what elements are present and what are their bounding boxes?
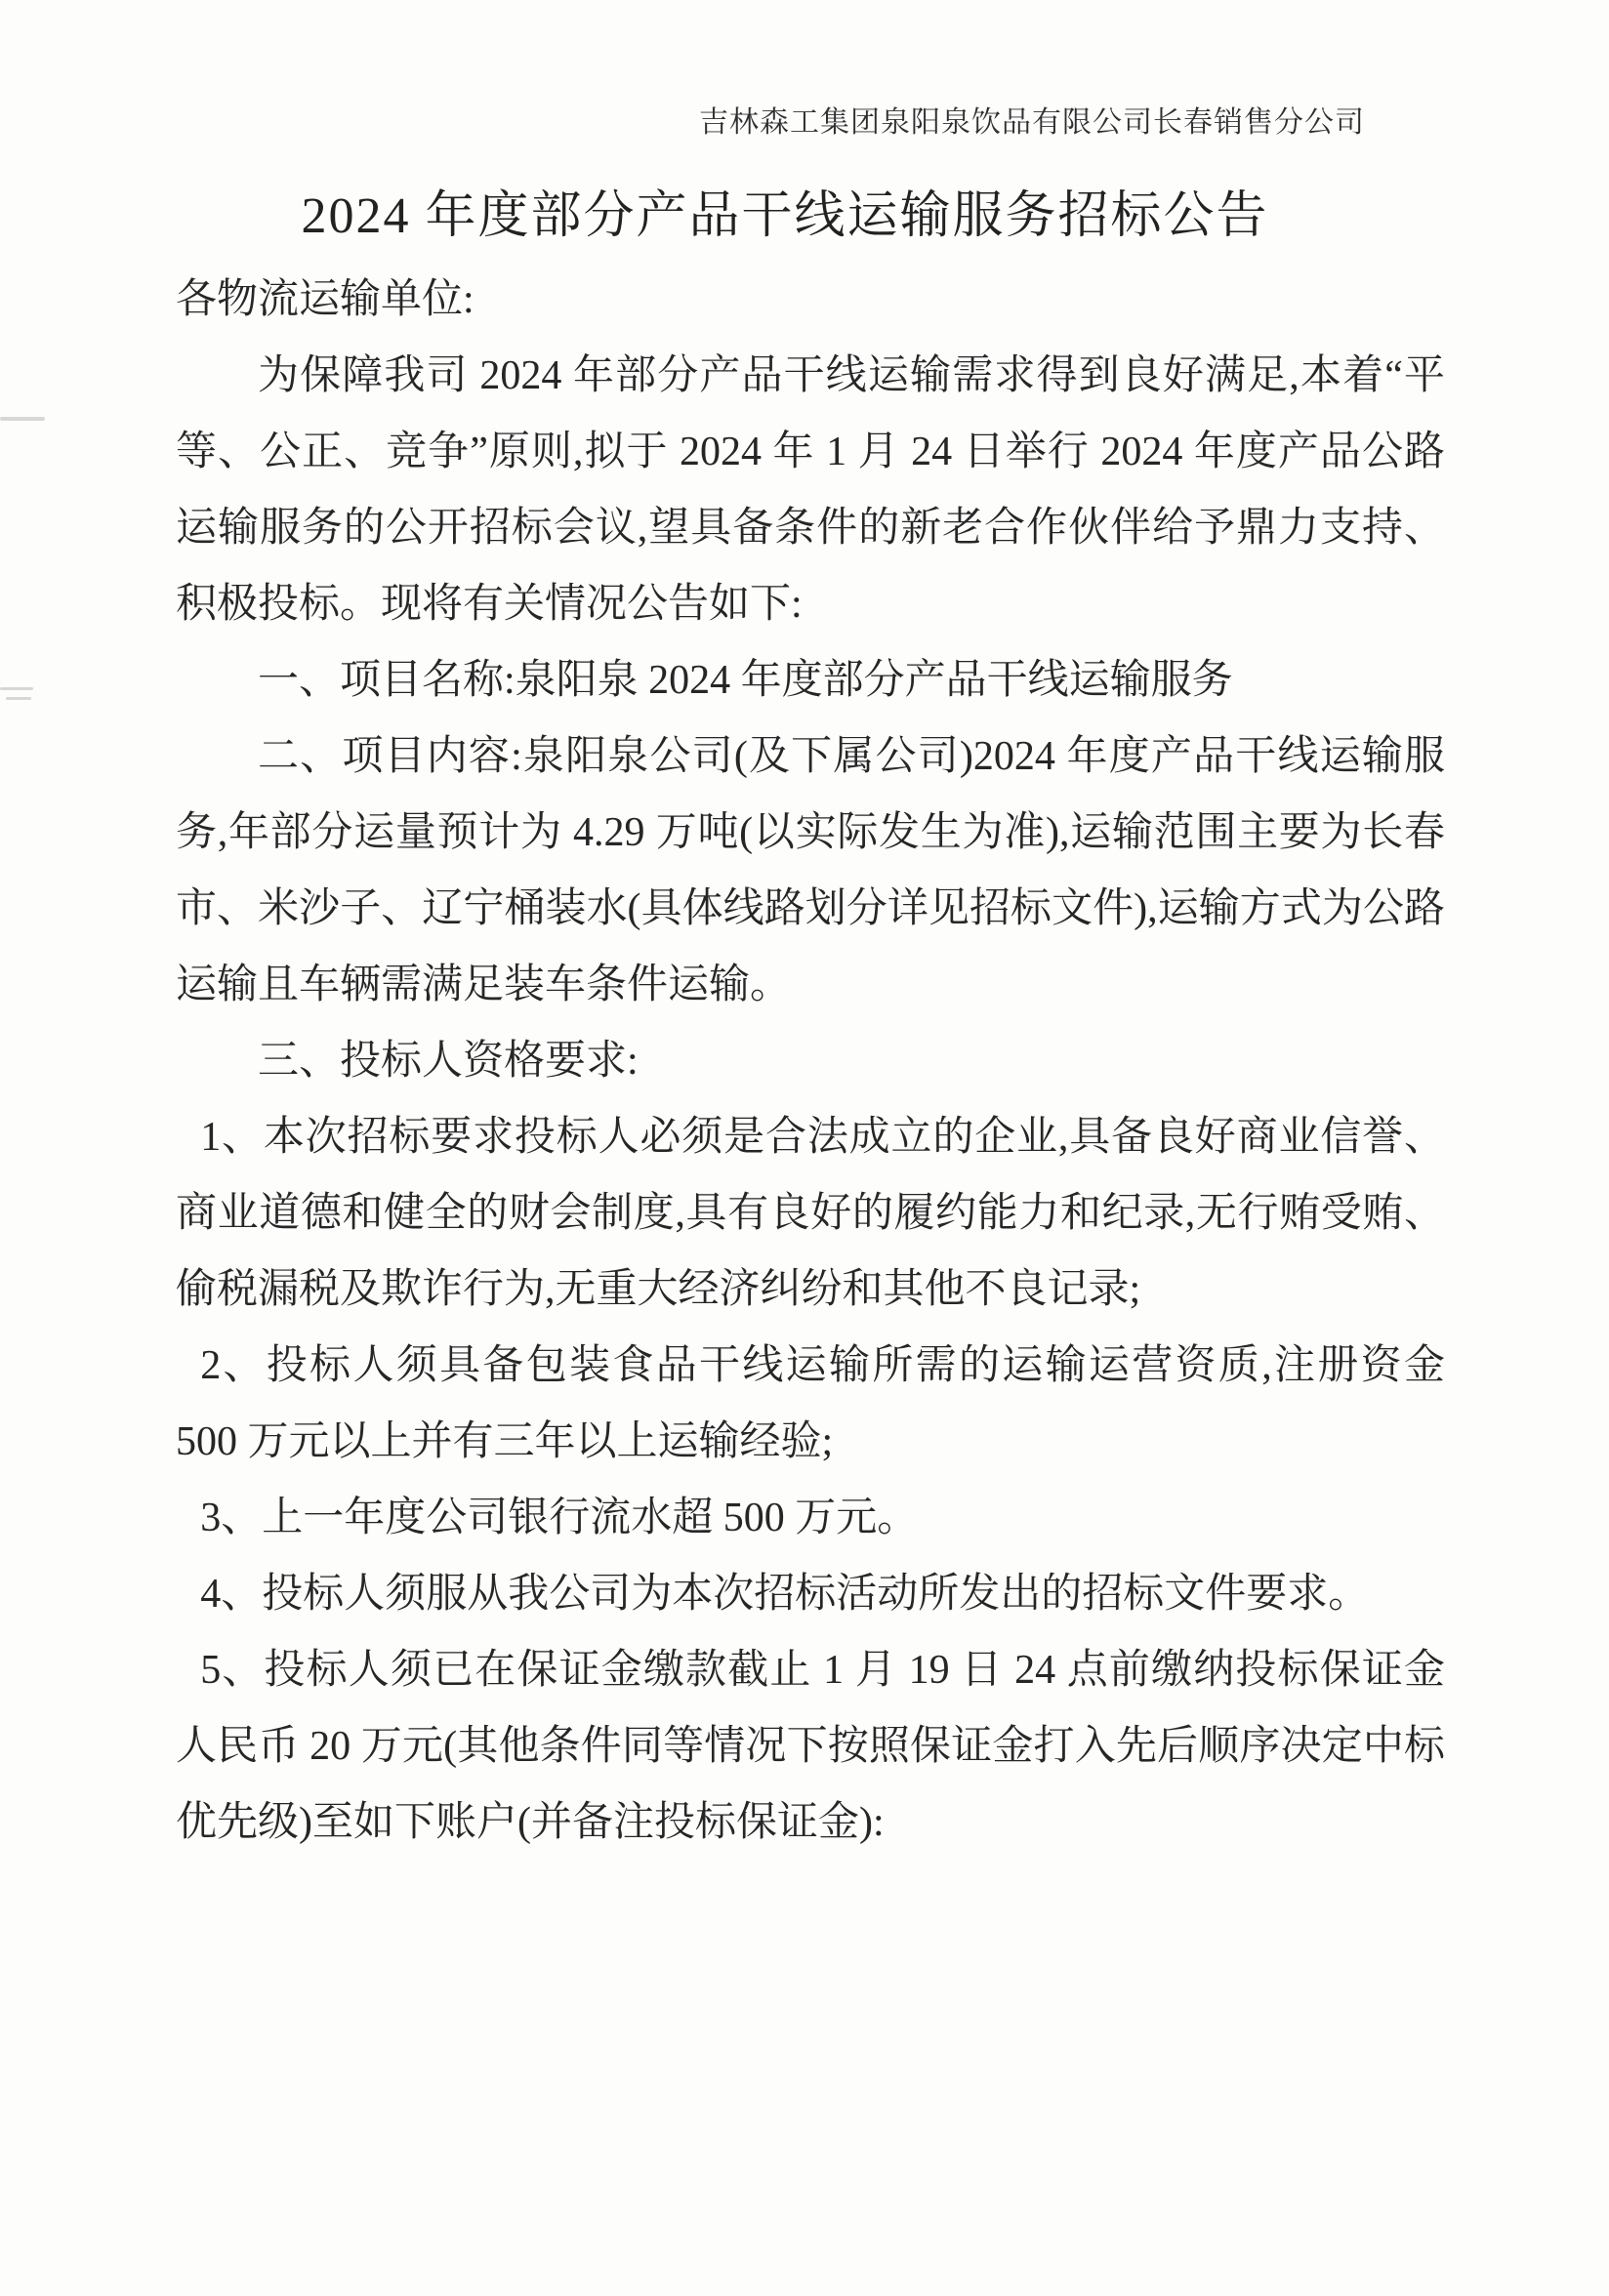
document-body <box>176 262 1445 1861</box>
intro-paragraph: 为保障我司 2024 年部分产品干线运输需求得到良好满足,本着“平等、公正、竞争”原则,拟于 2024 年 1 月 24 日举行 2024 年度产品公路运输服务的公开招标会议,望具备条件的新老合作伙伴给予鼎力支持、积极投标。现将有关情况公告如下: <box>176 353 1445 627</box>
document-title: 2024 年度部分产品干线运输服务招标公告 <box>301 188 1269 244</box>
section-project-content: 二、项目内容:泉阳泉公司(及下属公司)2024 年度产品干线运输服务,年部分运量预计为 4.29 万吨(以实际发生为准),运输范围主要为长春市、米沙子、辽宁桶装水(具体线路划分详见招标文件),运输方式为公路运输且车辆需满足装车条件运输。 <box>176 734 1445 1007</box>
requirement-item-5: 5、投标人须已在保证金缴款截止 1 月 19 日 24 点前缴纳投标保证金人民币 20 万元(其他条件同等情况下按照保证金打入先后顺序决定中标优先级)至如下账户(并备注投标保证金): <box>176 1648 1445 1845</box>
requirement-item-2: 2、投标人须具备包装食品干线运输所需的运输运营资质,注册资金 500 万元以上并有三年以上运输经验; <box>176 1343 1445 1464</box>
section-project-name: 一、项目名称:泉阳泉 2024 年度部分产品干线运输服务 <box>258 658 1233 703</box>
requirement-item-3: 3、上一年度公司银行流水超 500 万元。 <box>200 1496 919 1540</box>
scan-artifact <box>0 417 45 421</box>
requirement-item-4: 4、投标人须服从我公司为本次招标活动所发出的招标文件要求。 <box>200 1572 1370 1617</box>
scan-artifact <box>0 687 33 690</box>
salutation: 各物流运输单位: <box>176 277 474 322</box>
section-bidder-requirements-heading: 三、投标人资格要求: <box>258 1039 639 1084</box>
scan-artifact <box>6 697 31 700</box>
requirement-item-1: 1、本次招标要求投标人必须是合法成立的企业,具备良好商业信誉、商业道德和健全的财会制度,具有良好的履约能力和纪录,无行贿受贿、偷税漏税及欺诈行为,无重大经济纠纷和其他不良记录; <box>176 1115 1445 1312</box>
company-header: 吉林森工集团泉阳泉饮品有限公司长春销售分公司 <box>699 106 1365 139</box>
